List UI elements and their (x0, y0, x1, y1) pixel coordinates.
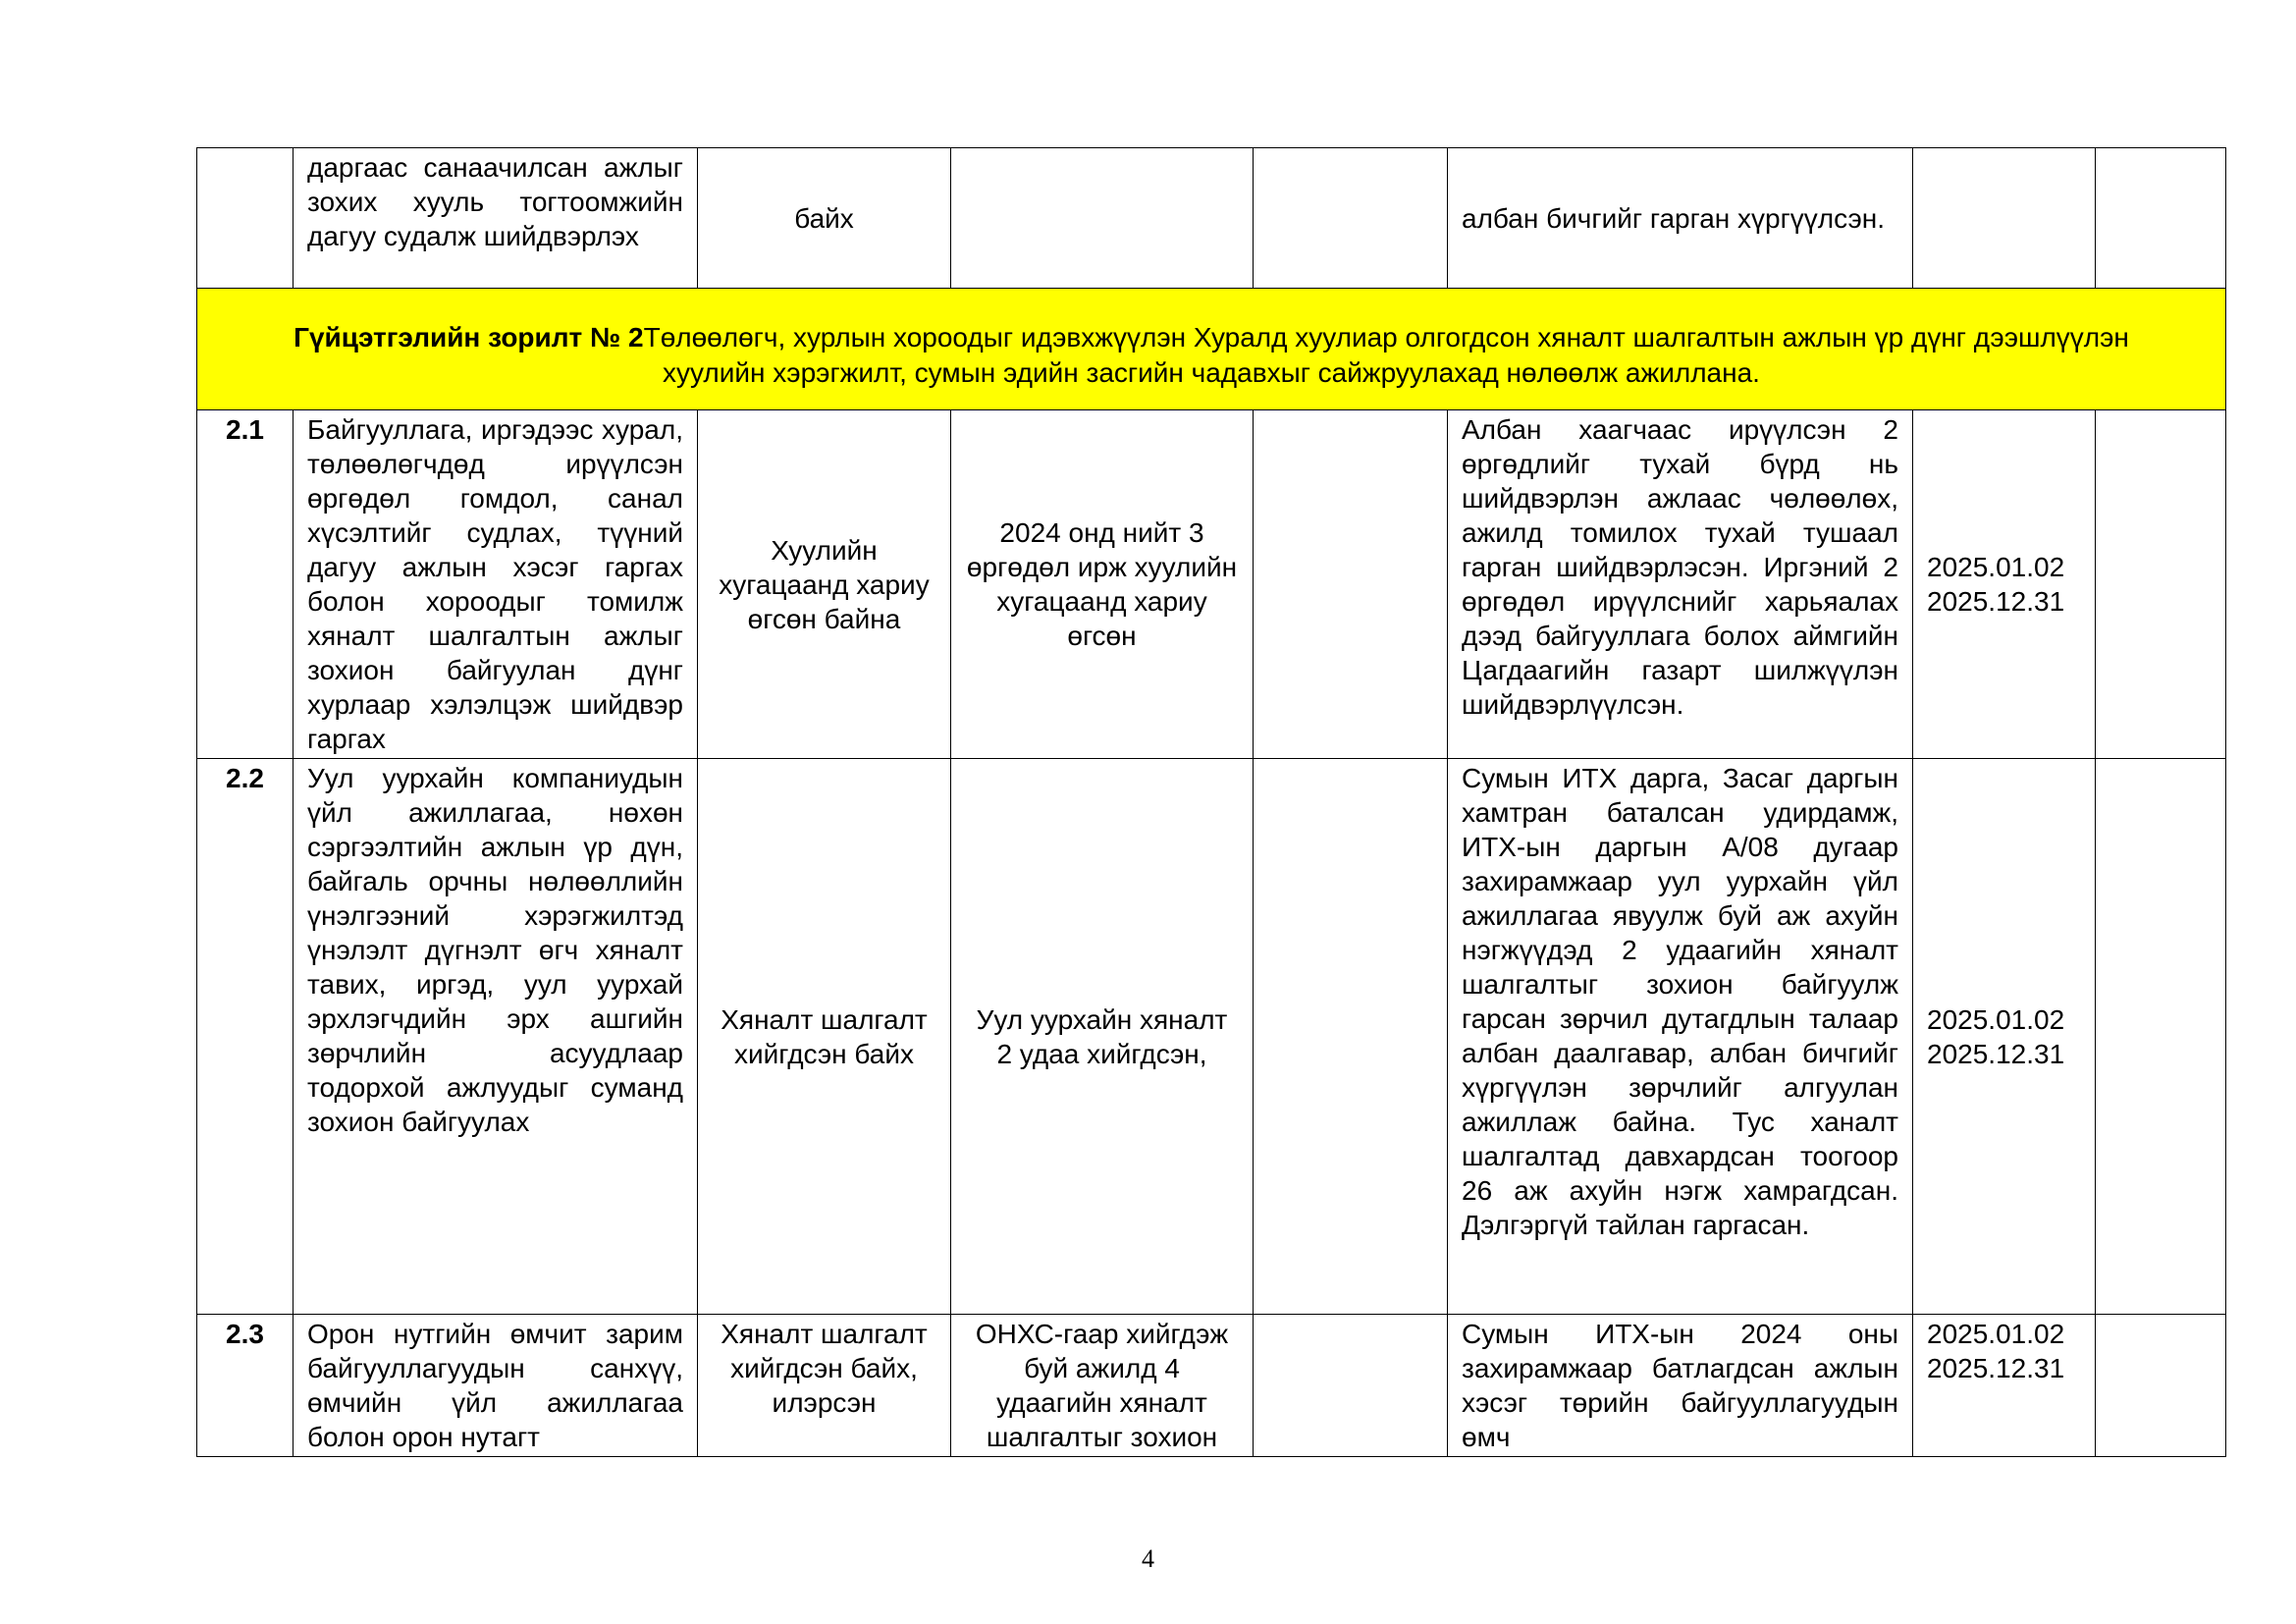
baseline-cell (951, 148, 1254, 289)
progress-cell: албан бичгийг гарган хүргүүлсэн. (1448, 148, 1913, 289)
deadline-cell (1913, 148, 2096, 289)
deadline-start: 2025.01.02 (1927, 552, 2065, 582)
progress-cell: Сумын ИТХ дарга, Засаг даргын хамтран баталсан удирдамж, ИТХ-ын даргын А/08 дугаар захирамжаар уул уурхайн үйл ажиллагаа явуулж буй аж ахуйн нэгжүүдэд 2 удаагийн хяналт шалгалтыг зохион байгуулж гарсан зөрчил дутагдлын талаар албан даалгавар, албан бичгийг хүргүүлэн зөрчлийг алгуулан ажиллаж байна. Тус ханалт шалгалтад давхардсан тоогоор 26 аж ахуйн нэгж хамрагдсан. Дэлгэргүй тайлан гаргасан. (1448, 759, 1913, 1315)
deadline-end: 2025.12.31 (1927, 1038, 2065, 1069)
deadline-cell (1913, 1315, 2096, 1457)
deadline-start: 2025.01.02 (1927, 1319, 2065, 1349)
table-row (197, 410, 2226, 759)
criteria-cell: байх (698, 148, 951, 289)
baseline-cell: Уул уурхайн хяналт 2 удаа хийгдсэн, (951, 759, 1254, 1315)
baseline-cell: 2024 онд нийт 3 өргөдөл ирж хуулийн хугацаанд хариу өгсөн (951, 410, 1254, 759)
page-number: 4 (1142, 1544, 1154, 1573)
note-cell (2096, 759, 2226, 1315)
baseline-cell: ОНХС-гаар хийгдэж буй ажилд 4 удаагийн хяналт шалгалтыг зохион (951, 1315, 1254, 1457)
row-number: 2.2 (197, 759, 294, 1315)
criteria-cell: Хуулийн хугацаанд хариу өгсөн байна (698, 410, 951, 759)
deadline-cell (1913, 410, 2096, 759)
target-cell (1254, 1315, 1448, 1457)
row-number: 2.1 (197, 410, 294, 759)
note-cell (2096, 1315, 2226, 1457)
target-cell (1254, 410, 1448, 759)
row-number: 2.3 (197, 1315, 294, 1457)
table-row (197, 759, 2226, 1315)
progress-cell: Сумын ИТХ-ын 2024 оны захирамжаар батлагдсан ажлын хэсэг төрийн байгууллагуудын өмч (1448, 1315, 1913, 1457)
target-cell (1254, 148, 1448, 289)
plan-table (196, 147, 2226, 1457)
activity-cell: Орон нутгийн өмчит зарим байгууллагуудын санхүү, өмчийн үйл ажиллагаа болон орон нутагт (294, 1315, 698, 1457)
criteria-cell: Хяналт шалгалт хийгдсэн байх, илэрсэн (698, 1315, 951, 1457)
note-cell (2096, 148, 2226, 289)
progress-cell: Албан хаагчаас ирүүлсэн 2 өргөдлийг тухай бүрд нь шийдвэрлэн ажлаас чөлөөлөх, ажилд томилох тухай тушаал гарган шийдвэрлэсэн. Иргэний 2 өргөдөл ирүүлснийг харьяалах дээд байгууллага болох аймгийн Цагдаагийн газарт шилжүүлэн шийдвэрлүүлсэн. (1448, 410, 1913, 759)
goal-label: Гүйцэтгэлийн зорилт № 2 (294, 321, 644, 352)
deadline-start: 2025.01.02 (1927, 1003, 2065, 1035)
goal-cell (197, 289, 2226, 410)
activity-cell: даргаас санаачилсан ажлыг зохих хууль тогтоомжийн дагуу судалж шийдвэрлэх (294, 148, 698, 289)
row-number (197, 148, 294, 289)
activity-cell: Байгууллага, иргэдээс хурал, төлөөлөгчдөд ирүүлсэн өргөдөл гомдол, санал хүсэлтийг судлах, түүний дагуу ажлын хэсэг гаргах болон хороодыг томилж хяналт шалгалтын ажлыг зохион байгуулан дүнг хурлаар хэлэлцэж шийдвэр гаргах (294, 410, 698, 759)
table-row (197, 1315, 2226, 1457)
deadline-end: 2025.12.31 (1927, 586, 2065, 617)
deadline-cell (1913, 759, 2096, 1315)
note-cell (2096, 410, 2226, 759)
activity-cell: Уул уурхайн компаниудын үйл ажиллагаа, нөхөн сэргээлтийн ажлын үр дүн, байгаль орчны нөлөөллийн үнэлгээний хэрэгжилтэд үнэлэлт дүгнэлт өгч хяналт тавих, иргэд, уул уурхай эрхлэгчдийн эрх ашгийн зөрчлийн асуудлаар тодорхой ажлуудыг суманд зохион байгуулах (294, 759, 698, 1315)
goal-text: Төлөөлөгч, хурлын хороодыг идэвхжүүлэн Хуралд хуулиар олгогдсон хяналт шалгалтын ажлын үр дүнг дээшлүүлэн хуулийн хэрэгжилт, сумын эдийн засгийн чадавхыг сайжруулахад нөлөөлж ажиллана. (643, 321, 2129, 388)
table-row-continued (197, 148, 2226, 289)
target-cell (1254, 759, 1448, 1315)
goal-row (197, 289, 2226, 410)
deadline-end: 2025.12.31 (1927, 1353, 2065, 1383)
criteria-cell: Хяналт шалгалт хийгдсэн байх (698, 759, 951, 1315)
